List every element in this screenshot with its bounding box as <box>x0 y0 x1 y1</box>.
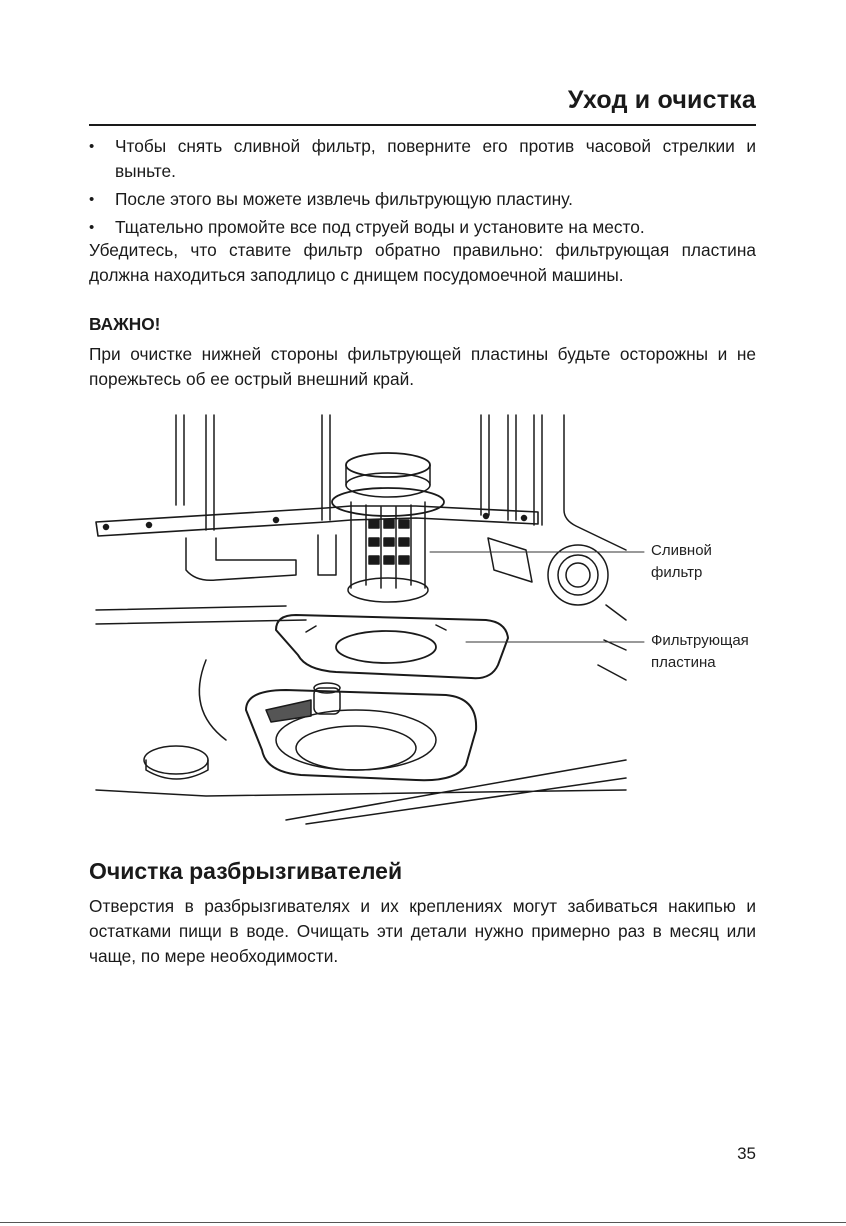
callout-filter-plate <box>651 630 749 674</box>
header-rule <box>89 124 756 126</box>
list-item <box>89 215 756 240</box>
list-item-text: После этого вы можете извлечь фильтрующую пластину. <box>115 189 573 209</box>
callout-drain-filter-line-1: Сливной <box>651 542 712 559</box>
callout-drain-filter <box>651 540 712 584</box>
callout-drain-filter-line-2: фильтр <box>651 564 703 581</box>
section-title: Очистка разбрызгивателей <box>89 858 403 884</box>
page-edge-rule <box>0 1222 846 1223</box>
dishwasher-drawing <box>86 410 762 830</box>
intro-bullet-list <box>89 134 756 243</box>
dishwasher-filter-illustration <box>86 410 762 830</box>
callout-filter-plate-line-1: Фильтрующая <box>651 632 749 649</box>
list-item-text: Тщательно промойте все под струей воды и установите на место. <box>115 217 645 237</box>
bullet-icon: • <box>89 219 95 236</box>
important-paragraph: При очистке нижней стороны фильтрующей пластины будьте осторожны и не порежьтесь об ее острый внешний край. <box>89 344 756 389</box>
list-item <box>89 134 756 184</box>
list-item-text: Чтобы снять сливной фильтр, поверните его против часовой стрелкии и выньте. <box>115 136 756 181</box>
section-paragraph: Отверстия в разбрызгивателях и их креплениях могут забиваться накипью и остатками пищи в воде. Очищать эти детали нужно примерно раз в месяц или чаще, по мере необходимости. <box>89 896 756 966</box>
check-paragraph: Убедитесь, что ставите фильтр обратно правильно: фильтрующая пластина должна находиться заподлицо с днищем посудомоечной машины. <box>89 240 756 285</box>
callout-filter-plate-line-2: пластина <box>651 654 716 671</box>
page-number: 35 <box>737 1144 756 1163</box>
bullet-icon: • <box>89 138 95 155</box>
list-item <box>89 187 756 212</box>
bullet-icon: • <box>89 191 95 208</box>
header-title: Уход и очистка <box>567 86 756 114</box>
important-heading: ВАЖНО! <box>89 314 161 334</box>
